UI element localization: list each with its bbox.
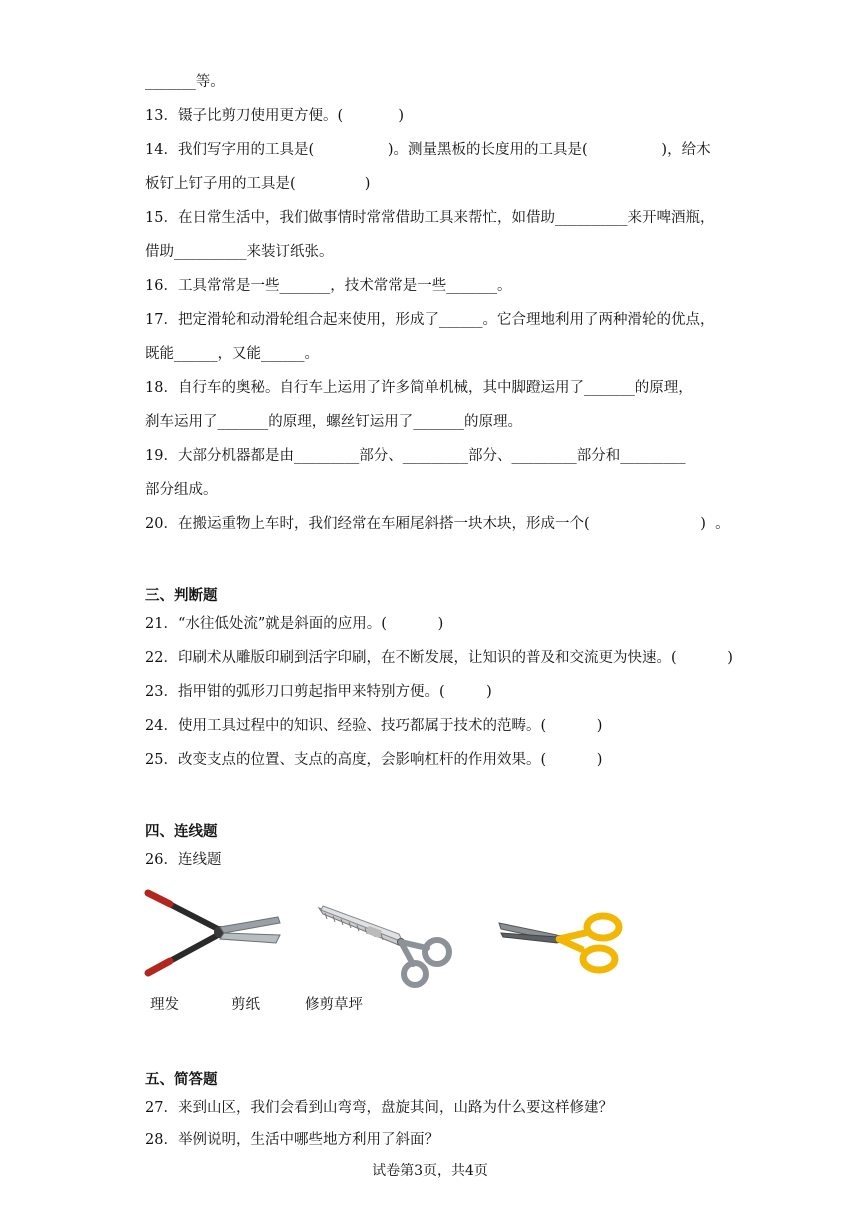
question-26: 26．连线题 xyxy=(145,852,222,868)
question-24: 24．使用工具过程中的知识、经验、技巧都属于技术的范畴。( ) xyxy=(145,718,603,734)
question-18-line1: 18．自行车的奥秘。自行车上运用了许多简单机械，其中脚蹬运用了_______的原理， xyxy=(145,380,693,396)
question-14-line1: 14．我们写字用的工具是( )。测量黑板的长度用的工具是( )，给木 xyxy=(145,142,711,158)
thinning-scissors-icon xyxy=(315,898,460,988)
question-15-line1: 15．在日常生活中，我们做事情时常常借助工具来帮忙，如借助__________来开啤酒瓶， xyxy=(145,210,715,226)
section-match-heading: 四、连线题 xyxy=(145,823,218,840)
question-18-line2: 刹车运用了_______的原理，螺丝钉运用了_______的原理。 xyxy=(145,414,522,430)
match-label-paper-cutting: 剪纸 xyxy=(231,997,260,1013)
question-28: 28．举例说明，生活中哪些地方利用了斜面？ xyxy=(145,1132,439,1148)
question-27: 27．来到山区，我们会看到山弯弯，盘旋其间，山路为什么要这样修建？ xyxy=(145,1100,613,1116)
match-label-lawn-trimming: 修剪草坪 xyxy=(305,997,363,1013)
question-12-tail: _______等。 xyxy=(145,74,225,90)
question-20: 20．在搬运重物上车时，我们经常在车厢尾斜搭一块木块，形成一个( ) 。 xyxy=(145,516,730,532)
question-13: 13．镊子比剪刀使用更方便。( ) xyxy=(145,108,405,124)
page-footer: 试卷第3页，共4页 xyxy=(372,1163,488,1179)
question-17-line2: 既能______，又能______。 xyxy=(145,346,319,362)
paper-scissors-icon xyxy=(495,905,635,980)
question-15-line2: 借助__________来装订纸张。 xyxy=(145,244,334,260)
question-14-line2: 板钉上钉子用的工具是( ) xyxy=(145,176,371,192)
section-judge-heading: 三、判断题 xyxy=(145,587,218,604)
hedge-shears-icon xyxy=(140,885,285,980)
question-19-line1: 19．大部分机器都是由_________部分、_________部分、_________部分和_________ xyxy=(145,448,686,464)
question-22: 22．印刷术从雕版印刷到活字印刷，在不断发展，让知识的普及和交流更为快速。( ) xyxy=(145,650,733,666)
section-short-answer-heading: 五、简答题 xyxy=(145,1071,218,1088)
question-16: 16．工具常常是一些_______，技术常常是一些_______。 xyxy=(145,278,512,294)
question-23: 23．指甲钳的弧形刀口剪起指甲来特别方便。( ) xyxy=(145,684,492,700)
match-label-haircut: 理发 xyxy=(150,997,179,1013)
question-19-line2: 部分组成。 xyxy=(145,482,218,498)
question-25: 25．改变支点的位置、支点的高度，会影响杠杆的作用效果。( ) xyxy=(145,752,603,768)
question-17-line1: 17．把定滑轮和动滑轮组合起来使用，形成了______。它合理地利用了两种滑轮的优点， xyxy=(145,312,715,328)
question-21: 21．“水往低处流”就是斜面的应用。( ) xyxy=(145,616,444,632)
